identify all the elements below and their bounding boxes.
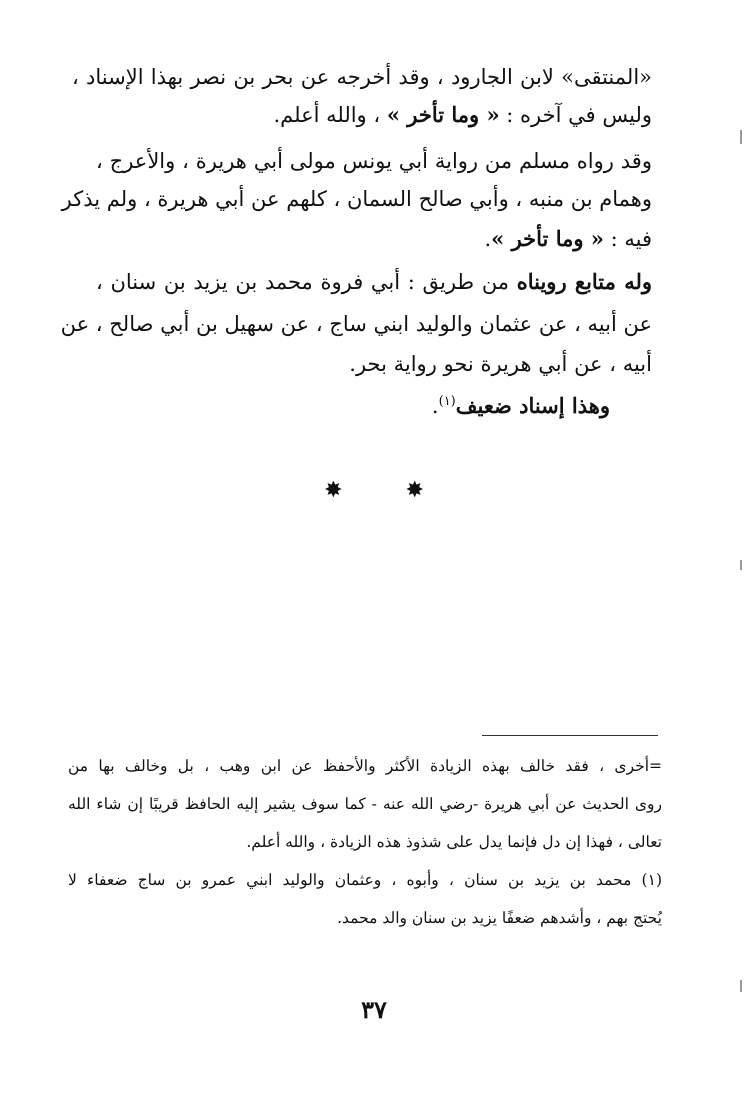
footnote-line: =أخرى ، فقد خالف بهذه الزيادة الأكثر والأحفظ عن ابن وهب ، بل وخالف بها من (68, 757, 662, 775)
text-fragment: فيه : (603, 227, 652, 251)
text-fragment: . (431, 394, 439, 418)
scan-edge-mark (740, 980, 742, 992)
quoted-phrase: « وما تأخر » (386, 102, 500, 127)
star-ornament-icon: ✸ (324, 478, 343, 503)
page-number: ٣٧ (361, 995, 387, 1024)
text-line (96, 268, 652, 296)
footnote-line: روى الحديث عن أبي هريرة -رضي الله عنه - كما سوف يشير إليه الحافظ قريبًا إن شاء الله (68, 795, 662, 813)
star-ornament-icon: ✸ (405, 478, 424, 503)
text-line: عن أبيه ، عن عثمان والوليد ابني ساج ، عن سهيل بن أبي صالح ، عن (60, 312, 652, 336)
footnote-line: (١) محمد بن يزيد بن سنان ، وأبوه ، وعثمان والوليد ابني عمرو بن ساج ضعفاء لا (68, 871, 662, 889)
footnote-rule (482, 735, 658, 736)
text-fragment: وليس في آخره : (499, 103, 652, 127)
bold-phrase: وهذا إسناد ضعيف (455, 393, 610, 418)
text-line (30, 388, 610, 420)
text-line (72, 225, 652, 253)
footnote-line: تعالى ، فهذا إن دل فإنما يدل على شذوذ هذه الزيادة ، والله أعلم. (246, 833, 662, 851)
text-fragment: من طريق : أبي فروة محمد بن يزيد بن سنان ، (96, 270, 517, 294)
text-line: أبيه ، عن أبي هريرة نحو رواية بحر. (349, 352, 652, 376)
footnote-line: يُحتج بهم ، وأشدهم ضعفًا يزيد بن سنان والد محمد. (337, 909, 662, 927)
text-line: وقد رواه مسلم من رواية أبي يونس مولى أبي هريرة ، والأعرج ، (96, 149, 652, 173)
text-line: «المنتقى» لابن الجارود ، وقد أخرجه عن بحر بن نصر بهذا الإسناد ، (72, 65, 652, 89)
text-fragment: . (484, 227, 492, 251)
text-line (72, 101, 652, 129)
text-fragment: ، والله أعلم. (273, 103, 387, 127)
footnote-ref: (١) (438, 394, 456, 409)
bold-phrase: وله متابع رويناه (516, 269, 652, 294)
text-line: وهمام بن منبه ، وأبي صالح السمان ، كلهم عن أبي هريرة ، ولم يذكر (61, 187, 652, 211)
scan-edge-mark (740, 130, 742, 144)
scan-edge-mark (740, 560, 742, 570)
section-separator (0, 478, 748, 503)
quoted-phrase: « وما تأخر » (491, 226, 604, 251)
